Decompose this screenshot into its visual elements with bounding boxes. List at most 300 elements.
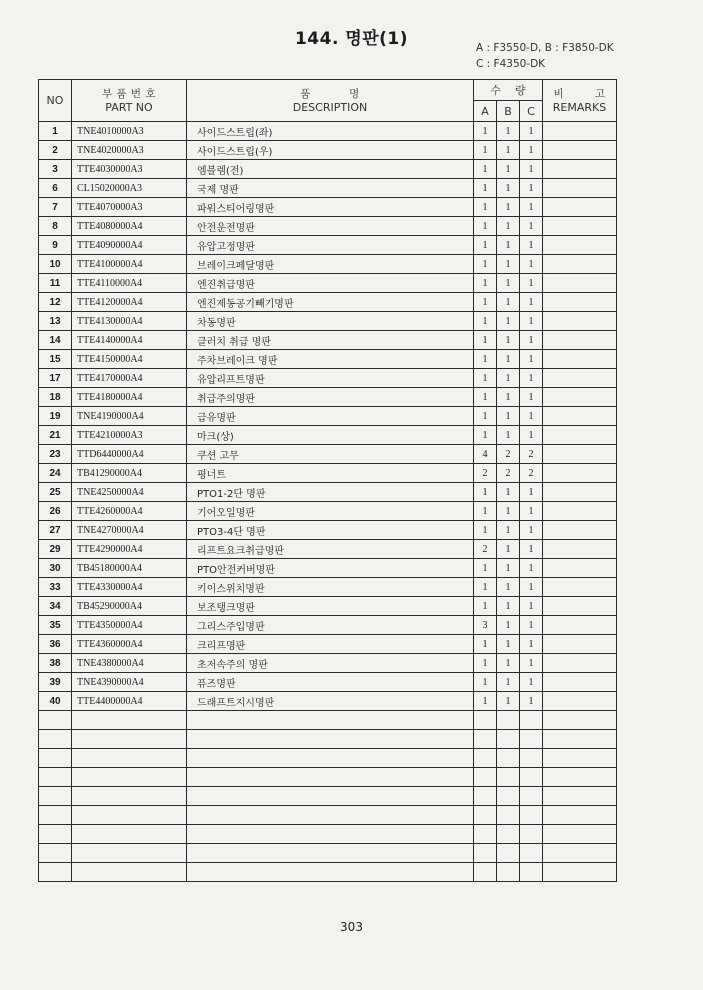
cell-part: TB45290000A4: [72, 597, 187, 616]
cell-a: 1: [474, 635, 497, 654]
cell-no: 23: [39, 445, 72, 464]
cell-desc: 취급주의명판: [187, 388, 474, 407]
cell-remarks: [543, 464, 617, 483]
table-row: [39, 179, 617, 198]
blank-cell: [72, 806, 187, 825]
cell-desc: 보조탱크명판: [187, 597, 474, 616]
cell-a: 1: [474, 578, 497, 597]
blank-cell: [520, 863, 543, 882]
cell-b: 1: [497, 217, 520, 236]
remarks-english: REMARKS: [552, 100, 607, 114]
cell-remarks: [543, 426, 617, 445]
cell-b: 1: [497, 407, 520, 426]
blank-cell: [72, 730, 187, 749]
cell-desc: 초저속주의 명판: [187, 654, 474, 673]
cell-no: 18: [39, 388, 72, 407]
cell-part: TTE4090000A4: [72, 236, 187, 255]
cell-no: 25: [39, 483, 72, 502]
cell-a: 1: [474, 122, 497, 141]
cell-a: 1: [474, 654, 497, 673]
cell-b: 1: [497, 673, 520, 692]
cell-no: 9: [39, 236, 72, 255]
cell-remarks: [543, 502, 617, 521]
blank-cell: [520, 787, 543, 806]
cell-remarks: [543, 635, 617, 654]
cell-part: TNE4390000A4: [72, 673, 187, 692]
table-row: [39, 540, 617, 559]
cell-remarks: [543, 369, 617, 388]
table-row: [39, 312, 617, 331]
blank-cell: [497, 844, 520, 863]
cell-no: 33: [39, 578, 72, 597]
cell-part: TNE4020000A3: [72, 141, 187, 160]
cell-c: 1: [520, 217, 543, 236]
cell-b: 1: [497, 635, 520, 654]
blank-cell: [497, 825, 520, 844]
cell-part: TTE4030000A3: [72, 160, 187, 179]
table-row: [39, 331, 617, 350]
cell-no: 36: [39, 635, 72, 654]
cell-no: 11: [39, 274, 72, 293]
cell-remarks: [543, 122, 617, 141]
column-header-no: NO: [39, 80, 72, 122]
blank-row: [39, 844, 617, 863]
table-row: [39, 426, 617, 445]
table-row: [39, 217, 617, 236]
table-row: [39, 654, 617, 673]
cell-c: 1: [520, 255, 543, 274]
cell-a: 1: [474, 160, 497, 179]
blank-cell: [520, 844, 543, 863]
cell-b: 1: [497, 559, 520, 578]
cell-b: 1: [497, 388, 520, 407]
cell-b: 1: [497, 426, 520, 445]
cell-remarks: [543, 540, 617, 559]
blank-cell: [72, 825, 187, 844]
parts-table: [38, 79, 617, 882]
cell-a: 1: [474, 559, 497, 578]
cell-no: 2: [39, 141, 72, 160]
cell-part: TNE4010000A3: [72, 122, 187, 141]
cell-no: 39: [39, 673, 72, 692]
cell-b: 1: [497, 255, 520, 274]
cell-part: TTD6440000A4: [72, 445, 187, 464]
cell-desc: 퓨즈명판: [187, 673, 474, 692]
blank-cell: [187, 711, 474, 730]
cell-b: 1: [497, 160, 520, 179]
cell-c: 1: [520, 407, 543, 426]
cell-desc: 엔진취급명판: [187, 274, 474, 293]
blank-cell: [543, 787, 617, 806]
cell-b: 1: [497, 274, 520, 293]
blank-cell: [543, 863, 617, 882]
cell-a: 1: [474, 521, 497, 540]
cell-b: 1: [497, 293, 520, 312]
cell-c: 1: [520, 160, 543, 179]
cell-remarks: [543, 274, 617, 293]
cell-part: TTE4260000A4: [72, 502, 187, 521]
blank-cell: [474, 806, 497, 825]
cell-a: 1: [474, 198, 497, 217]
cell-a: 1: [474, 236, 497, 255]
cell-b: 1: [497, 483, 520, 502]
cell-no: 27: [39, 521, 72, 540]
cell-desc: 엠블렘(전): [187, 160, 474, 179]
cell-a: 1: [474, 312, 497, 331]
blank-cell: [543, 844, 617, 863]
cell-desc: PTO3-4단 명판: [187, 521, 474, 540]
part-no-korean: 부 품 번 호: [101, 87, 157, 100]
table-row: [39, 160, 617, 179]
cell-a: 1: [474, 255, 497, 274]
blank-cell: [72, 844, 187, 863]
cell-remarks: [543, 616, 617, 635]
cell-a: 1: [474, 407, 497, 426]
cell-b: 1: [497, 122, 520, 141]
column-header-qty-c: C: [520, 101, 543, 122]
cell-remarks: [543, 597, 617, 616]
table-row: [39, 369, 617, 388]
cell-desc: 엔진제동공기빼기명판: [187, 293, 474, 312]
cell-c: 1: [520, 578, 543, 597]
blank-cell: [474, 768, 497, 787]
blank-cell: [39, 844, 72, 863]
cell-b: 1: [497, 141, 520, 160]
cell-desc: 국제 명판: [187, 179, 474, 198]
cell-c: 2: [520, 464, 543, 483]
cell-a: 1: [474, 217, 497, 236]
blank-cell: [497, 749, 520, 768]
cell-part: CL15020000A3: [72, 179, 187, 198]
blank-cell: [187, 806, 474, 825]
blank-cell: [474, 844, 497, 863]
cell-remarks: [543, 160, 617, 179]
blank-cell: [72, 749, 187, 768]
cell-a: 1: [474, 179, 497, 198]
part-no-english: PART NO: [105, 100, 153, 114]
blank-cell: [520, 806, 543, 825]
column-header-qty-a: A: [474, 101, 497, 122]
cell-b: 1: [497, 654, 520, 673]
cell-part: TNE4270000A4: [72, 521, 187, 540]
cell-no: 21: [39, 426, 72, 445]
cell-no: 17: [39, 369, 72, 388]
cell-remarks: [543, 293, 617, 312]
blank-cell: [187, 844, 474, 863]
blank-cell: [497, 768, 520, 787]
cell-no: 29: [39, 540, 72, 559]
table-row: [39, 483, 617, 502]
table-row: [39, 692, 617, 711]
table-row: [39, 407, 617, 426]
blank-cell: [543, 730, 617, 749]
page-title: 144. 명판(1): [294, 29, 409, 49]
blank-cell: [187, 730, 474, 749]
blank-cell: [39, 787, 72, 806]
table-row: [39, 141, 617, 160]
cell-remarks: [543, 578, 617, 597]
cell-remarks: [543, 331, 617, 350]
cell-c: 1: [520, 483, 543, 502]
cell-remarks: [543, 198, 617, 217]
cell-a: 1: [474, 293, 497, 312]
cell-a: 2: [474, 464, 497, 483]
cell-no: 30: [39, 559, 72, 578]
cell-remarks: [543, 141, 617, 160]
cell-c: 1: [520, 293, 543, 312]
model-legend-line-1: A : F3550-D, B : F3850-DK: [476, 42, 614, 54]
cell-desc: 크리프명판: [187, 635, 474, 654]
cell-c: 1: [520, 369, 543, 388]
cell-no: 35: [39, 616, 72, 635]
cell-part: TTE4400000A4: [72, 692, 187, 711]
table-row: [39, 236, 617, 255]
cell-remarks: [543, 407, 617, 426]
cell-no: 3: [39, 160, 72, 179]
cell-b: 1: [497, 540, 520, 559]
cell-remarks: [543, 312, 617, 331]
table-row: [39, 559, 617, 578]
cell-b: 1: [497, 179, 520, 198]
cell-remarks: [543, 255, 617, 274]
cell-part: TTE4070000A3: [72, 198, 187, 217]
column-header-quantity: 수 량: [474, 80, 543, 101]
cell-a: 3: [474, 616, 497, 635]
description-korean: 품 명: [300, 87, 360, 100]
blank-cell: [39, 863, 72, 882]
cell-no: 14: [39, 331, 72, 350]
cell-c: 1: [520, 559, 543, 578]
cell-c: 1: [520, 540, 543, 559]
cell-c: 1: [520, 198, 543, 217]
remarks-korean: 비 고: [553, 87, 606, 100]
cell-part: TNE4380000A4: [72, 654, 187, 673]
table-row: [39, 578, 617, 597]
table-row: [39, 464, 617, 483]
cell-desc: 키이스위치명판: [187, 578, 474, 597]
cell-a: 1: [474, 350, 497, 369]
blank-cell: [72, 787, 187, 806]
blank-cell: [474, 863, 497, 882]
cell-part: TTE4330000A4: [72, 578, 187, 597]
table-row: [39, 274, 617, 293]
blank-cell: [520, 768, 543, 787]
blank-cell: [543, 806, 617, 825]
blank-row: [39, 863, 617, 882]
cell-part: TTE4360000A4: [72, 635, 187, 654]
blank-row: [39, 711, 617, 730]
blank-row: [39, 768, 617, 787]
cell-remarks: [543, 388, 617, 407]
blank-cell: [520, 730, 543, 749]
cell-desc: 마크(상): [187, 426, 474, 445]
cell-part: TTE4150000A4: [72, 350, 187, 369]
cell-a: 1: [474, 331, 497, 350]
table-row: [39, 122, 617, 141]
cell-part: TTE4100000A4: [72, 255, 187, 274]
cell-c: 1: [520, 597, 543, 616]
blank-cell: [187, 768, 474, 787]
cell-a: 2: [474, 540, 497, 559]
cell-no: 12: [39, 293, 72, 312]
cell-remarks: [543, 521, 617, 540]
cell-b: 1: [497, 312, 520, 331]
cell-c: 1: [520, 692, 543, 711]
table-row: [39, 521, 617, 540]
cell-remarks: [543, 559, 617, 578]
description-english: DESCRIPTION: [292, 100, 368, 114]
blank-row: [39, 806, 617, 825]
cell-part: TB41290000A4: [72, 464, 187, 483]
cell-desc: 급유명판: [187, 407, 474, 426]
cell-remarks: [543, 179, 617, 198]
table-row: [39, 597, 617, 616]
cell-a: 1: [474, 369, 497, 388]
cell-desc: 파워스티어링명판: [187, 198, 474, 217]
blank-cell: [72, 863, 187, 882]
cell-b: 1: [497, 616, 520, 635]
blank-cell: [543, 711, 617, 730]
model-legend-line-2: C : F4350-DK: [476, 58, 546, 70]
table-row: [39, 502, 617, 521]
table-row: [39, 635, 617, 654]
blank-cell: [187, 825, 474, 844]
blank-cell: [497, 730, 520, 749]
cell-remarks: [543, 654, 617, 673]
cell-c: 1: [520, 331, 543, 350]
column-header-qty-b: B: [497, 101, 520, 122]
cell-remarks: [543, 217, 617, 236]
blank-row: [39, 749, 617, 768]
cell-remarks: [543, 673, 617, 692]
cell-no: 6: [39, 179, 72, 198]
blank-cell: [543, 749, 617, 768]
cell-a: 1: [474, 388, 497, 407]
cell-desc: 안전운전명판: [187, 217, 474, 236]
cell-a: 1: [474, 692, 497, 711]
cell-no: 24: [39, 464, 72, 483]
cell-desc: 유압고정명판: [187, 236, 474, 255]
blank-cell: [187, 749, 474, 768]
cell-no: 19: [39, 407, 72, 426]
cell-c: 1: [520, 521, 543, 540]
cell-no: 26: [39, 502, 72, 521]
blank-cell: [474, 825, 497, 844]
cell-desc: 드래프트지시명판: [187, 692, 474, 711]
cell-remarks: [543, 692, 617, 711]
cell-c: 1: [520, 312, 543, 331]
cell-c: 2: [520, 445, 543, 464]
cell-c: 1: [520, 274, 543, 293]
table-row: [39, 445, 617, 464]
cell-a: 1: [474, 597, 497, 616]
blank-cell: [520, 711, 543, 730]
cell-no: 7: [39, 198, 72, 217]
column-header-part-no: [72, 80, 187, 122]
cell-no: 1: [39, 122, 72, 141]
blank-cell: [474, 749, 497, 768]
cell-desc: 사이드스트립(우): [187, 141, 474, 160]
cell-c: 1: [520, 236, 543, 255]
cell-no: 40: [39, 692, 72, 711]
cell-b: 2: [497, 464, 520, 483]
cell-b: 1: [497, 521, 520, 540]
cell-c: 1: [520, 141, 543, 160]
cell-b: 1: [497, 369, 520, 388]
cell-a: 1: [474, 483, 497, 502]
cell-b: 1: [497, 597, 520, 616]
cell-c: 1: [520, 502, 543, 521]
cell-remarks: [543, 236, 617, 255]
cell-b: 2: [497, 445, 520, 464]
cell-c: 1: [520, 350, 543, 369]
page-number: 303: [340, 920, 363, 934]
cell-part: TTE4350000A4: [72, 616, 187, 635]
cell-desc: 사이드스트립(좌): [187, 122, 474, 141]
blank-cell: [497, 787, 520, 806]
blank-cell: [72, 711, 187, 730]
cell-c: 1: [520, 122, 543, 141]
cell-part: TTE4130000A4: [72, 312, 187, 331]
table-row: [39, 198, 617, 217]
cell-no: 34: [39, 597, 72, 616]
cell-c: 1: [520, 635, 543, 654]
model-legend: [476, 40, 614, 72]
blank-cell: [497, 863, 520, 882]
blank-cell: [39, 711, 72, 730]
blank-cell: [39, 730, 72, 749]
cell-part: TTE4170000A4: [72, 369, 187, 388]
column-header-description: [187, 80, 474, 122]
blank-cell: [39, 825, 72, 844]
blank-cell: [474, 787, 497, 806]
cell-a: 1: [474, 426, 497, 445]
cell-c: 1: [520, 616, 543, 635]
cell-desc: 클러치 취급 명판: [187, 331, 474, 350]
cell-desc: 그리스주입명판: [187, 616, 474, 635]
cell-a: 4: [474, 445, 497, 464]
blank-cell: [520, 825, 543, 844]
cell-a: 1: [474, 274, 497, 293]
cell-no: 8: [39, 217, 72, 236]
cell-remarks: [543, 350, 617, 369]
cell-desc: PTO안전커버명판: [187, 559, 474, 578]
cell-b: 1: [497, 502, 520, 521]
cell-part: TTE4290000A4: [72, 540, 187, 559]
blank-row: [39, 787, 617, 806]
cell-part: TTE4180000A4: [72, 388, 187, 407]
blank-cell: [497, 806, 520, 825]
column-header-remarks: [543, 80, 617, 122]
cell-desc: 차동명판: [187, 312, 474, 331]
cell-no: 38: [39, 654, 72, 673]
table-row: [39, 255, 617, 274]
cell-b: 1: [497, 236, 520, 255]
blank-cell: [39, 768, 72, 787]
cell-remarks: [543, 445, 617, 464]
cell-b: 1: [497, 578, 520, 597]
cell-desc: 리프트요크취급명판: [187, 540, 474, 559]
cell-part: TNE4250000A4: [72, 483, 187, 502]
cell-part: TB45180000A4: [72, 559, 187, 578]
cell-c: 1: [520, 388, 543, 407]
blank-cell: [474, 730, 497, 749]
cell-desc: 브레이크페달명판: [187, 255, 474, 274]
blank-cell: [187, 787, 474, 806]
table-row: [39, 388, 617, 407]
cell-desc: 기어오일명판: [187, 502, 474, 521]
cell-no: 10: [39, 255, 72, 274]
